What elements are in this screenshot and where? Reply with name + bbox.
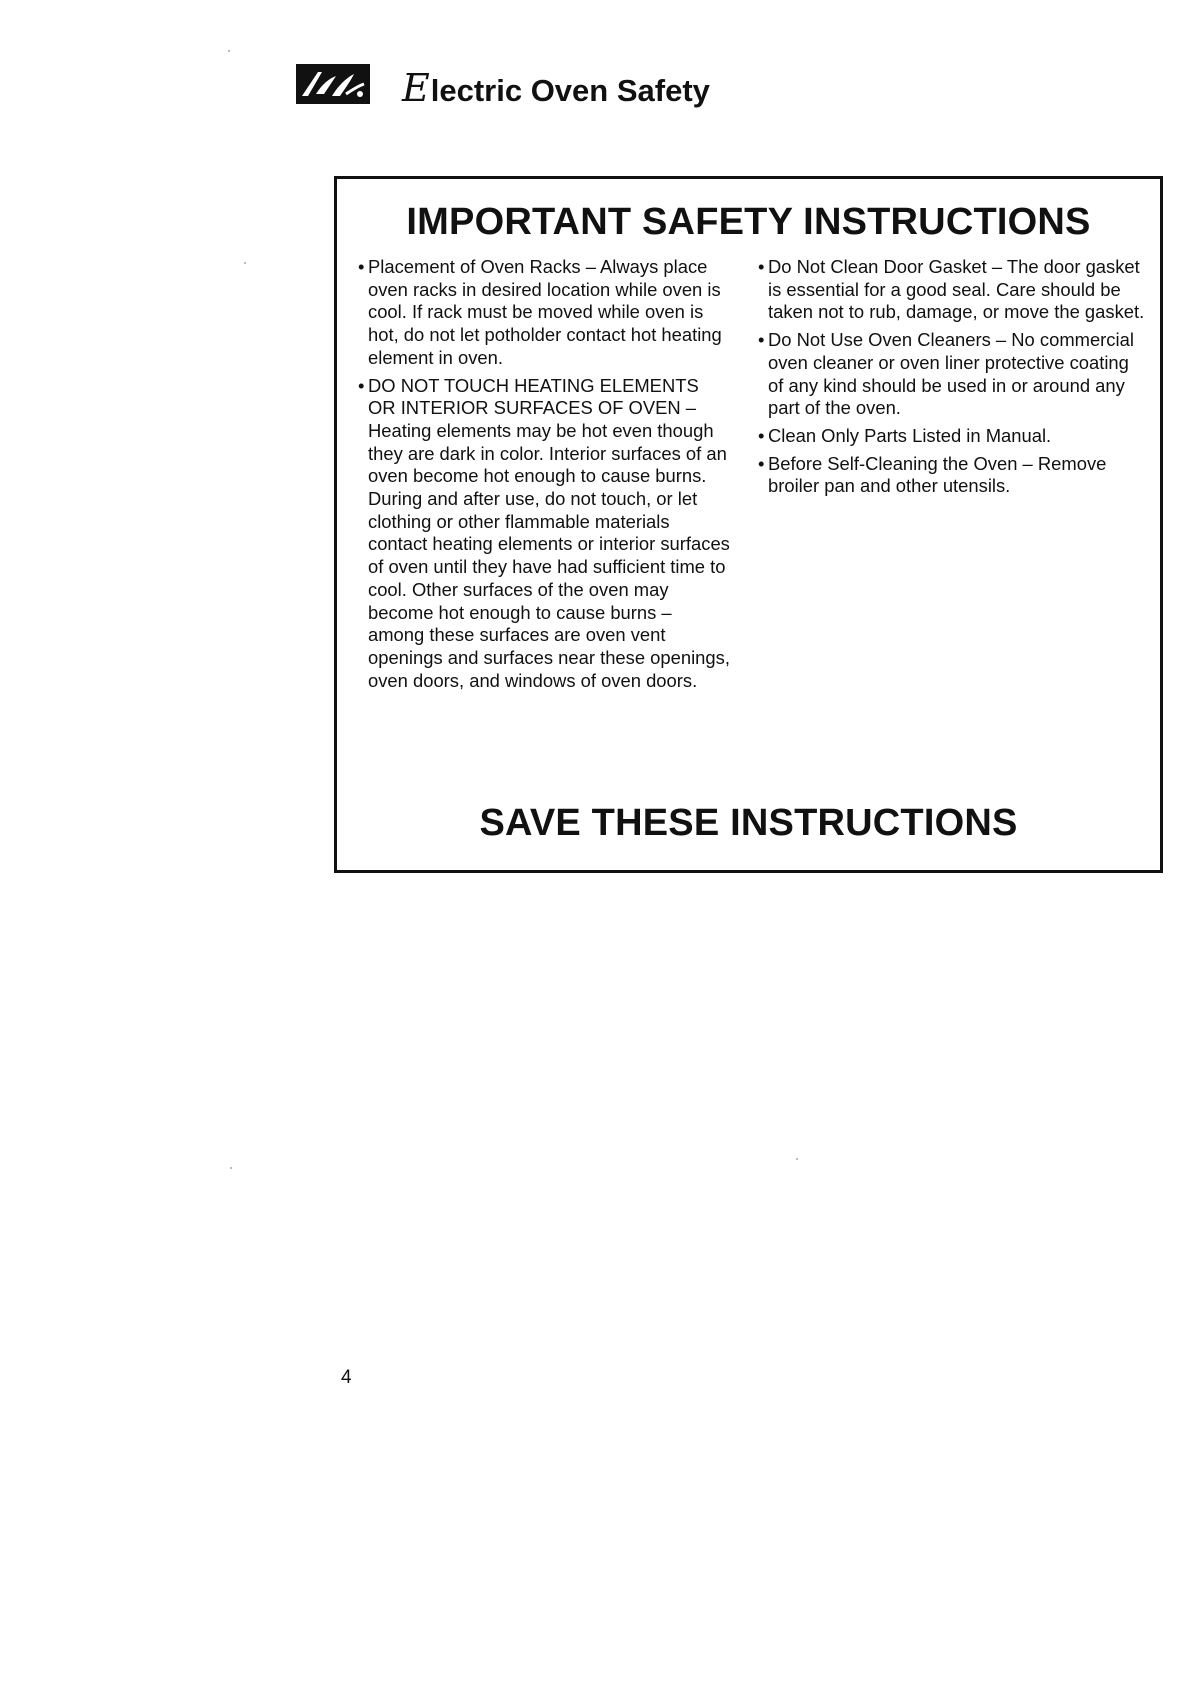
brand-logo-icon xyxy=(296,64,370,104)
right-column xyxy=(758,256,1148,503)
page-title xyxy=(402,66,710,110)
scan-speck xyxy=(230,1167,232,1169)
list-item-text: DO NOT TOUCH HEATING ELEMENTS OR INTERIOR SURFACES OF OVEN – Heating elements may be hot even though they are dark in color. Interior surfaces of an oven become hot enough to cause burns. During and after use, do not touch, or let clothing or other flammable materials contact heating elements or interior surfaces of oven until they have had sufficient time to cool. Other surfaces of the oven may become hot enough to cause burns – among these surfaces are oven vent openings and surfaces near these openings, oven doors, and windows of oven doors. xyxy=(368,374,730,691)
list-item-text: Placement of Oven Racks – Always place oven racks in desired location while oven is cool. If rack must be moved while oven is hot, do not let potholder contact hot heating element in oven. xyxy=(368,256,722,368)
list-item-text: Clean Only Parts Listed in Manual. xyxy=(768,424,1052,446)
title-initial: E xyxy=(402,66,430,110)
bullet-dot: • xyxy=(758,424,765,446)
bullet-dot: • xyxy=(358,374,365,396)
bullet-dot: • xyxy=(758,329,765,351)
safety-instructions-box xyxy=(334,176,1163,873)
list-item xyxy=(358,256,730,370)
scan-speck xyxy=(244,262,246,264)
list-item xyxy=(758,425,1148,448)
bullet-dot: • xyxy=(758,452,765,474)
list-item-text: Before Self-Cleaning the Oven – Remove broiler pan and other utensils. xyxy=(768,452,1107,497)
bullet-dot: • xyxy=(758,256,765,277)
title-text: lectric Oven Safety xyxy=(430,73,710,108)
list-item xyxy=(758,329,1148,420)
left-column xyxy=(358,256,730,697)
scan-speck xyxy=(796,1158,798,1160)
list-item-text: Do Not Clean Door Gasket – The door gasket is essential for a good seal. Care should be taken not to rub, damage, or move the gasket. xyxy=(768,256,1145,323)
page-number: 4 xyxy=(341,1367,352,1388)
list-item xyxy=(758,453,1148,498)
bullet-dot: • xyxy=(358,256,365,277)
safety-heading: IMPORTANT SAFETY INSTRUCTIONS xyxy=(406,201,1091,243)
scan-speck xyxy=(228,50,230,52)
list-item xyxy=(358,375,730,693)
save-instructions-footer: SAVE THESE INSTRUCTIONS xyxy=(479,802,1018,844)
list-item xyxy=(758,256,1148,324)
list-item-text: Do Not Use Oven Cleaners – No commercial oven cleaner or oven liner protective coating of any kind should be used in or around any part of the oven. xyxy=(768,329,1134,419)
